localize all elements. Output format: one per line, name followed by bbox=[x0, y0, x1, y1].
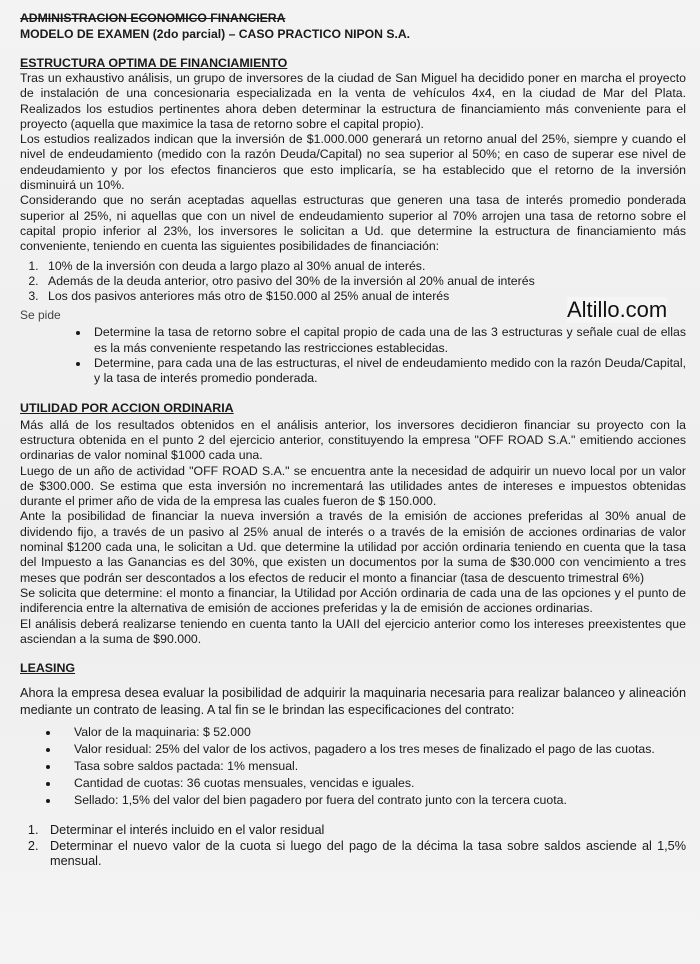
section-eps bbox=[20, 401, 686, 647]
list-item: • Valor de la maquinaria: $ 52.000 bbox=[60, 724, 686, 741]
list-item: • Tasa sobre saldos pactada: 1% mensual. bbox=[60, 758, 686, 775]
paragraph: El análisis deberá realizarse teniendo en cuenta tanto la UAII del ejercicio anterior como los intereses preexistentes que asciendan a la suma de $90.000. bbox=[20, 616, 686, 646]
se-pide-label: Se pide bbox=[20, 308, 61, 323]
paragraph: Luego de un año de actividad "OFF ROAD S.A." se encuentra ante la necesidad de adquirir un nuevo local por un valor de $300.000. Se estima que esta inversión no incrementará las utilidades antes de intereses e impuestos obtenidas durante el primer año de vida de la empresa las cuales fueron de $ 150.000. bbox=[20, 463, 686, 509]
paragraph: Se solicita que determine: el monto a financiar, la Utilidad por Acción ordinaria de cada una de las opciones y el punto de indiferencia entre la alternativa de emisión de acciones preferidas y la de emisión de acciones ordinarias. bbox=[20, 585, 686, 616]
section-title: ESTRUCTURA OPTIMA DE FINANCIAMIENTO bbox=[20, 56, 288, 70]
questions-list bbox=[20, 823, 686, 870]
list-item: 1. Determinar el interés incluido en el valor residual bbox=[42, 823, 686, 839]
list-item: 1. 10% de la inversión con deuda a largo plazo al 30% anual de interés. bbox=[42, 259, 686, 274]
paragraph: Más allá de los resultados obtenidos en el análisis anterior, los inversores decidieron financiar su proyecto con la estructura obtenida en el punto 2 del ejercicio anterior, constituyendo la empresa "OFF ROAD S.A." emitiendo acciones ordinarias de valor nominal $1000 cada una. bbox=[20, 417, 686, 463]
paragraph: Los estudios realizados indican que la inversión de $1.000.000 generará un retorno anual del 25%, siempre y cuando el nivel de endeudamiento (medido con la razón Deuda/Capital) no sea superior al 50%; en caso de superar ese nivel de endeudamiento y por los efectos financieros que esto implicaría, se ha establecido que el retorno de la inversión disminuirá un 10%. bbox=[20, 132, 686, 193]
document-header bbox=[20, 10, 686, 42]
list-item: 2. Determinar el nuevo valor de la cuota si luego del pago de la décima la tasa sobre saldos asciende al 1,5% mensual. bbox=[42, 839, 686, 870]
list-item: • Cantidad de cuotas: 36 cuotas mensuales, vencidas e iguales. bbox=[60, 775, 686, 792]
list-item: • Sellado: 1,5% del valor del bien pagadero por fuera del contrato junto con la tercera cuota. bbox=[60, 792, 686, 809]
section-leasing bbox=[20, 661, 686, 870]
list-item: 3. Los dos pasivos anteriores más otro de $150.000 al 25% anual de interés bbox=[42, 289, 686, 304]
contract-specs-list bbox=[20, 724, 686, 809]
section-title: LEASING bbox=[20, 661, 76, 676]
list-item: 2. Además de la deuda anterior, otro pasivo del 30% de la inversión al 20% anual de interés bbox=[42, 274, 686, 289]
paragraph: Tras un exhaustivo análisis, un grupo de inversores de la ciudad de San Miguel ha decidido poner en marcha el proyecto de instalación de una concesionaria especializada en la venta de vehículos 4x4, en la ciudad de Mar del Plata. Realizados los estudios pertinentes ahora deben determinar la estructura de financiamiento más conveniente para el proyecto (aquella que maximice la tasa de retorno sobre el capital propio). bbox=[20, 71, 686, 131]
list-item: • Determine la tasa de retorno sobre el capital propio de cada una de las 3 estructuras y señale cual de ellas es la más conveniente respetando las restricciones establecidas. bbox=[90, 325, 686, 356]
list-item: • Valor residual: 25% del valor de los activos, pagadero a los tres meses de finalizado el pago de las cuotas. bbox=[60, 741, 686, 758]
paragraph: Considerando que no serán aceptadas aquellas estructuras que generen una tasa de interés promedio ponderada superior al 25%, ni aquellas que con un nivel de endeudamiento superior al 70% arrojen una tasa de retorno sobre el capital propio inferior al 23%, los inversores le solicitan a Ud. que determine la estructura de financiamiento más conveniente, teniendo en cuenta las siguientes posibilidades de financiación: bbox=[20, 193, 686, 254]
section-title: UTILIDAD POR ACCION ORDINARIA bbox=[20, 400, 234, 415]
list-item: • Determine, para cada una de las estructuras, el nivel de endeudamiento medido con la razón Deuda/Capital, y la tasa de interés promedio ponderada. bbox=[90, 356, 686, 387]
course-title: ADMINISTRACION ECONOMICO FINANCIERA bbox=[20, 11, 286, 25]
section-financing bbox=[20, 56, 686, 387]
paragraph: Ahora la empresa desea evaluar la posibilidad de adquirir la maquinaria necesaria para realizar balanceo y alineación mediante un contrato de leasing. A tal fin se le brindan las especificaciones del contrato: bbox=[20, 686, 686, 717]
paragraph: Ante la posibilidad de financiar la nueva inversión a través de la emisión de acciones preferidas al 30% anual de dividendo fijo, a través de un pasivo al 25% anual de interés o a través de la emisión de acciones ordinarias de valor nominal $1200 cada una, le solicitan a Ud. que determine la utilidad por acción ordinaria teniendo en cuenta que la tasa del Impuesto a las Ganancias es del 30%, que existen un documentos por la suma de $30.000 con vencimiento a tres meses que podrán ser descontados a los efectos de reducir el monto a financiar (tasa de descuento trimestral 6%) bbox=[20, 509, 686, 585]
exam-title: MODELO DE EXAMEN (2do parcial) – CASO PRACTICO NIPON S.A. bbox=[20, 27, 411, 41]
watermark-text: Altillo.com bbox=[567, 297, 668, 322]
tasks-list bbox=[20, 325, 686, 386]
